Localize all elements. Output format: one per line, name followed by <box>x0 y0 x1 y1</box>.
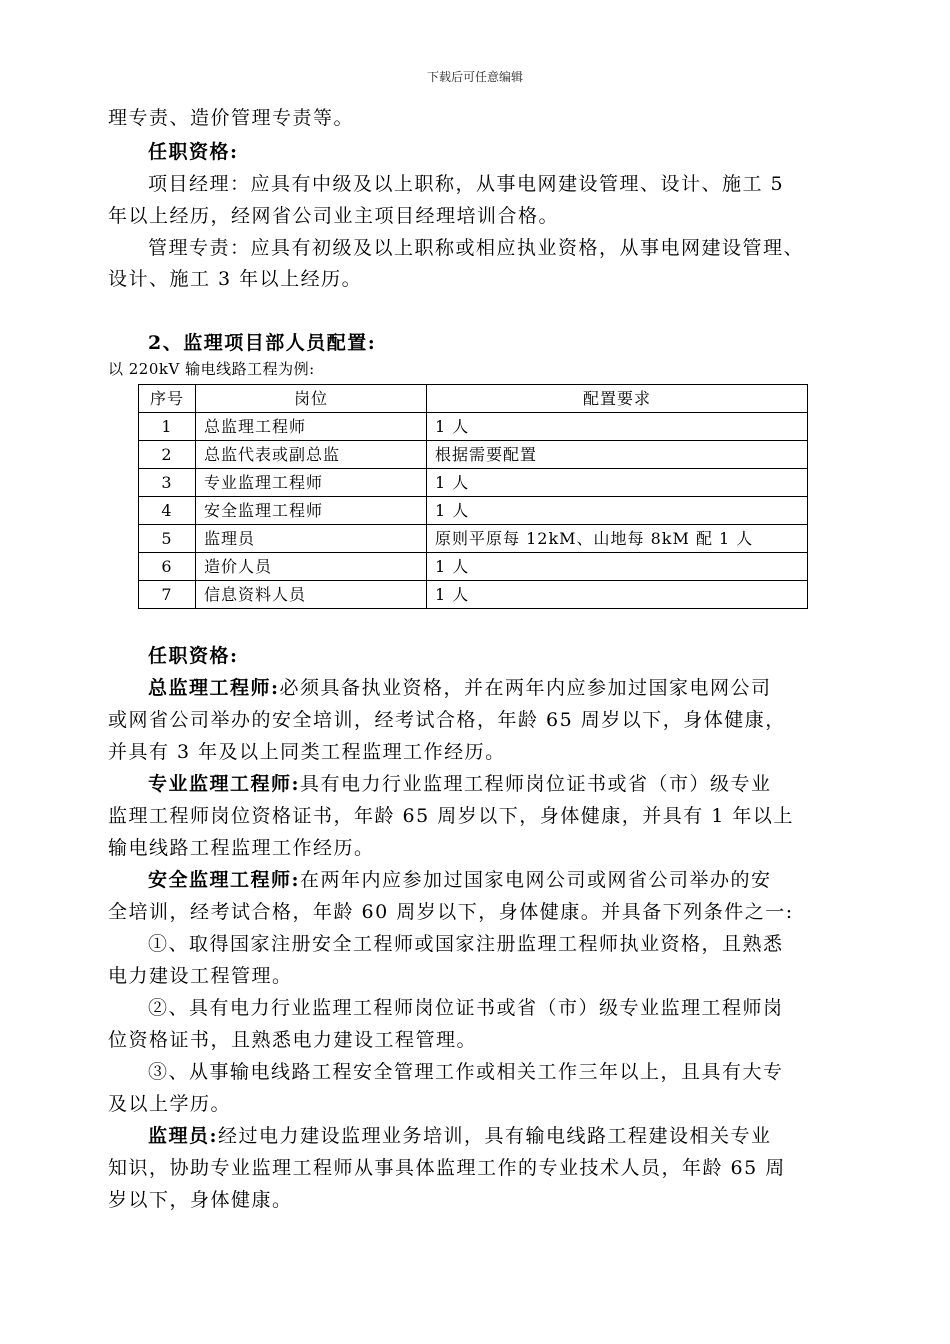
cell-seq: 6 <box>139 553 196 581</box>
safety-engineer-label: 安全监理工程师: <box>148 869 301 891</box>
chief-engineer-paragraph <box>148 675 848 701</box>
qualification-heading-2: 任职资格: <box>148 645 239 667</box>
cell-seq: 2 <box>139 441 196 469</box>
cell-requirement: 1 人 <box>427 469 808 497</box>
table-row <box>139 441 808 469</box>
project-manager-text: 项目经理：应具有中级及以上职称，从事电网建设管理、设计、施工 5 <box>148 173 785 195</box>
condition-1: ①、取得国家注册安全工程师或国家注册监理工程师执业资格，且熟悉 <box>148 933 784 955</box>
chief-engineer-text: 必须具备执业资格，并在两年内应参加过国家电网公司 <box>279 677 772 699</box>
cell-requirement: 1 人 <box>427 497 808 525</box>
table-row <box>139 525 808 553</box>
intro-line: 理专责、造价管理专责等。 <box>108 107 355 129</box>
supervisor-paragraph <box>148 1123 848 1149</box>
supervisor-text-cont: 知识，协助专业监理工程师从事具体监理工作的专业技术人员，年龄 65 周 <box>108 1157 786 1179</box>
page-header: 下载后可任意编辑 <box>426 70 523 84</box>
condition-3: ③、从事输电线路工程安全管理工作或相关工作三年以上，且具有大专 <box>148 1061 784 1083</box>
specialist-engineer-text-cont: 监理工程师岗位资格证书，年龄 65 周岁以下，身体健康，并具有 1 年以上 <box>108 805 794 827</box>
cell-seq: 1 <box>139 413 196 441</box>
supervisor-label: 监理员: <box>148 1125 219 1147</box>
chief-engineer-label: 总监理工程师: <box>148 677 280 699</box>
qualification-heading: 任职资格: <box>148 141 239 163</box>
chief-engineer-text-cont: 或网省公司举办的安全培训，经考试合格，年龄 65 周岁以下，身体健康， <box>108 709 786 731</box>
cell-seq: 5 <box>139 525 196 553</box>
cell-requirement: 1 人 <box>427 553 808 581</box>
cell-seq: 3 <box>139 469 196 497</box>
header-seq: 序号 <box>139 385 196 413</box>
staffing-table <box>138 384 808 609</box>
cell-position: 监理员 <box>196 525 427 553</box>
condition-2-cont: 位资格证书，且熟悉电力建设工程管理。 <box>108 1029 478 1051</box>
table-row <box>139 553 808 581</box>
table-row <box>139 581 808 609</box>
cell-position: 造价人员 <box>196 553 427 581</box>
condition-2: ②、具有电力行业监理工程师岗位证书或省（市）级专业监理工程师岗 <box>148 997 784 1019</box>
specialist-engineer-paragraph <box>148 771 848 797</box>
supervisor-text-cont: 岁以下，身体健康。 <box>108 1189 293 1211</box>
cell-requirement: 原则平原每 12kM、山地每 8kM 配 1 人 <box>427 525 808 553</box>
supervisor-text: 经过电力建设监理业务培训，具有输电线路工程建设相关专业 <box>218 1125 772 1147</box>
table-row <box>139 469 808 497</box>
project-manager-text-cont: 年以上经历，经网省公司业主项目经理培训合格。 <box>108 205 560 227</box>
cell-requirement: 1 人 <box>427 413 808 441</box>
cell-seq: 7 <box>139 581 196 609</box>
cell-position: 总监代表或副总监 <box>196 441 427 469</box>
specialist-engineer-label: 专业监理工程师: <box>148 773 301 795</box>
condition-1-cont: 电力建设工程管理。 <box>108 965 293 987</box>
cell-requirement: 1 人 <box>427 581 808 609</box>
cell-seq: 4 <box>139 497 196 525</box>
cell-position: 信息资料人员 <box>196 581 427 609</box>
cell-position: 总监理工程师 <box>196 413 427 441</box>
table-row <box>139 413 808 441</box>
specialist-engineer-text-cont: 输电线路工程监理工作经历。 <box>108 837 375 859</box>
safety-engineer-text: 在两年内应参加过国家电网公司或网省公司举办的安 <box>300 869 772 891</box>
cell-position: 安全监理工程师 <box>196 497 427 525</box>
section-title: 2、监理项目部人员配置: <box>148 332 377 354</box>
cell-requirement: 根据需要配置 <box>427 441 808 469</box>
header-requirement: 配置要求 <box>427 385 808 413</box>
specialist-engineer-text: 具有电力行业监理工程师岗位证书或省（市）级专业 <box>300 773 772 795</box>
table-row <box>139 497 808 525</box>
cell-position: 专业监理工程师 <box>196 469 427 497</box>
table-note: 以 220kV 输电线路工程为例: <box>108 360 315 378</box>
table-header-row <box>139 385 808 413</box>
manager-duty-text-cont: 设计、施工 3 年以上经历。 <box>108 268 363 290</box>
chief-engineer-text-cont: 并具有 3 年及以上同类工程监理工作经历。 <box>108 741 506 763</box>
safety-engineer-text-cont: 全培训，经考试合格，年龄 60 周岁以下，身体健康。并具备下列条件之一: <box>108 901 794 923</box>
header-position: 岗位 <box>196 385 427 413</box>
safety-engineer-paragraph <box>148 867 848 893</box>
manager-duty-text: 管理专责：应具有初级及以上职称或相应执业资格，从事电网建设管理、 <box>148 237 805 259</box>
condition-3-cont: 及以上学历。 <box>108 1093 232 1115</box>
